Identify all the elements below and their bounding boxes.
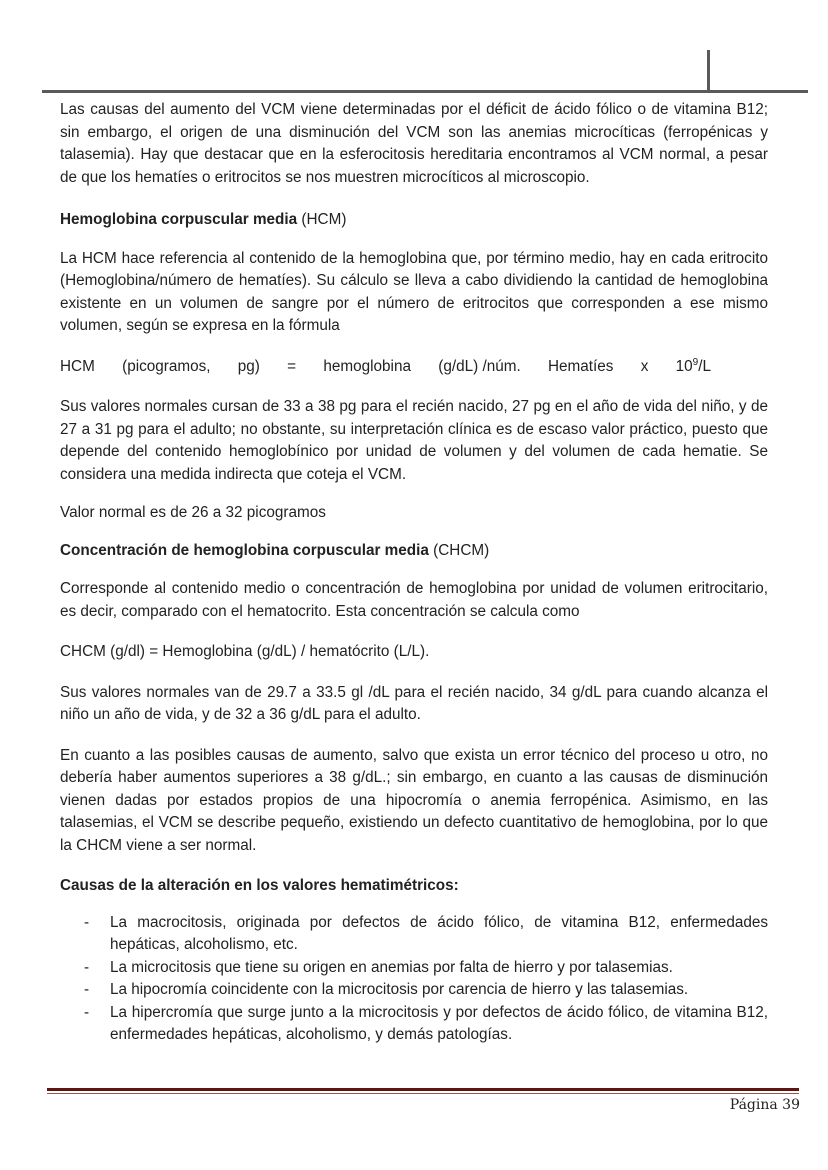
list-bullet-dash: - (84, 913, 90, 931)
section-title-hcm (60, 209, 768, 232)
section-title-causes (60, 875, 768, 898)
hcm-formula-equals: = (287, 357, 297, 375)
list-bullet-dash: - (84, 1003, 90, 1021)
header-horizontal-rule (42, 90, 808, 93)
list-bullet-dash: - (84, 981, 90, 998)
hcm-formula (60, 356, 711, 379)
list-item (60, 957, 768, 980)
hcm-formula-term-5: hemoglobina (323, 357, 411, 375)
normal-value-line: Valor normal es de 26 a 32 picogramos (60, 504, 326, 521)
section-title-chcm-abbr: (CHCM) (428, 541, 490, 559)
hcm-formula-power-base: 10 (675, 357, 693, 375)
list-item (60, 912, 768, 957)
list-item-text: La macrocitosis, originada por defectos de ácido fólico, de vitamina B12, enfermedades hepáticas, alcoholismo, etc. (110, 913, 768, 953)
paragraph-hcm-values: Sus valores normales cursan de 33 a 38 pg para el recién nacido, 27 pg en el año de vida del niño, y de 27 a 31 pg para el adulto; no obstante, su interpretación clínica es de escaso valor práctico, puesto que depende del contenido hemoglobínico por unidad de volumen y del volumen de cada hematie. Se considera una medida indirecta que coteja el VCM. (60, 398, 768, 483)
paragraph-hcm-definition: La HCM hace referencia al contenido de la hemoglobina que, por término medio, hay en cada eritrocito (Hemoglobina/número de hematíes). Su cálculo se lleva a cabo dividiendo la cantidad de hemoglobina existente en un volumen de sangre por el número de eritrocitos que corresponden a ese mismo volumen, según se expresa en la fórmula (60, 249, 768, 334)
hcm-formula-term-2: (picogramos, (122, 357, 211, 375)
hcm-formula-term-6: (g/dL) /núm. (438, 357, 521, 375)
section-title-chcm (60, 540, 768, 563)
footer-rule-thick (47, 1088, 799, 1091)
hcm-formula-times: x (640, 357, 649, 375)
list-item (60, 979, 768, 1002)
hcm-formula-term-7: Hematíes (547, 357, 614, 375)
section-title-hcm-abbr: (HCM) (297, 211, 347, 228)
list-bullet-dash: - (84, 958, 90, 976)
hcm-formula-power-unit: /L (698, 357, 711, 375)
list-item-text: La hipercromía que surge junto a la microcitosis y por defectos de ácido fólico, de vitamina B12, enfermedades hepáticas, alcoholismo, y demás patologías. (110, 1003, 768, 1043)
footer-rule-thin (47, 1093, 799, 1094)
section-title-causes-bold: Causas de la alteración en los valores hematimétricos: (60, 877, 459, 894)
paragraph-chcm-definition: Corresponde al contenido medio o concentración de hemoglobina por unidad de volumen eritrocitario, es decir, comparado con el hematocrito. Esta concentración se calcula como (60, 580, 768, 620)
paragraph-vcm-causes: Las causas del aumento del VCM viene determinadas por el déficit de ácido fólico o de vitamina B12; sin embargo, el origen de una disminución del VCM son las anemias microcíticas (ferropénicas y talasemia). Hay que destacar que en la esferocitosis hereditaria encontramos al VCM normal, a pesar de que los hematíes o eritrocitos se nos muestren microcíticos al microscopio. (60, 101, 768, 186)
causes-list (60, 912, 768, 1047)
list-item (60, 1002, 768, 1047)
paragraph-chcm-values: Sus valores normales van de 29.7 a 33.5 gl /dL para el recién nacido, 34 g/dL para cuando alcanza el niño un año de vida, y de 32 a 36 g/dL para el adulto. (60, 683, 768, 723)
paragraph-chcm-causes: En cuanto a las posibles causas de aumento, salvo que exista un error técnico del proceso u otro, no debería haber aumentos superiores a 38 g/dL.; sin embargo, en cuanto a las causas de disminución vienen dadas por estados propios de una hipocromía o anemia ferropénica. Asimismo, en las talasemias, el VCM se describe pequeño, existiendo un defecto cuantitativo de hemoglobina, por lo que la CHCM viene a ser normal. (60, 746, 768, 854)
header-vertical-rule (707, 50, 710, 92)
page-content (60, 99, 768, 1047)
hcm-formula-power-exponent: 9 (692, 356, 699, 368)
hcm-formula-term-1: HCM (60, 357, 95, 375)
page-number: Página 39 (729, 1097, 800, 1113)
hcm-formula-term-3: pg) (237, 357, 260, 375)
hcm-formula-power (676, 356, 711, 379)
chcm-formula: CHCM (g/dl) = Hemoglobina (g/dL) / hematócrito (L/L). (60, 643, 430, 660)
section-title-chcm-bold: Concentración de hemoglobina corpuscular media (60, 541, 429, 559)
section-title-hcm-bold: Hemoglobina corpuscular media (60, 211, 298, 228)
list-item-text: La hipocromía coincidente con la microcitosis por carencia de hierro y las talasemias. (110, 981, 689, 998)
list-item-text: La microcitosis que tiene su origen en anemias por falta de hierro y por talasemias. (110, 958, 673, 976)
